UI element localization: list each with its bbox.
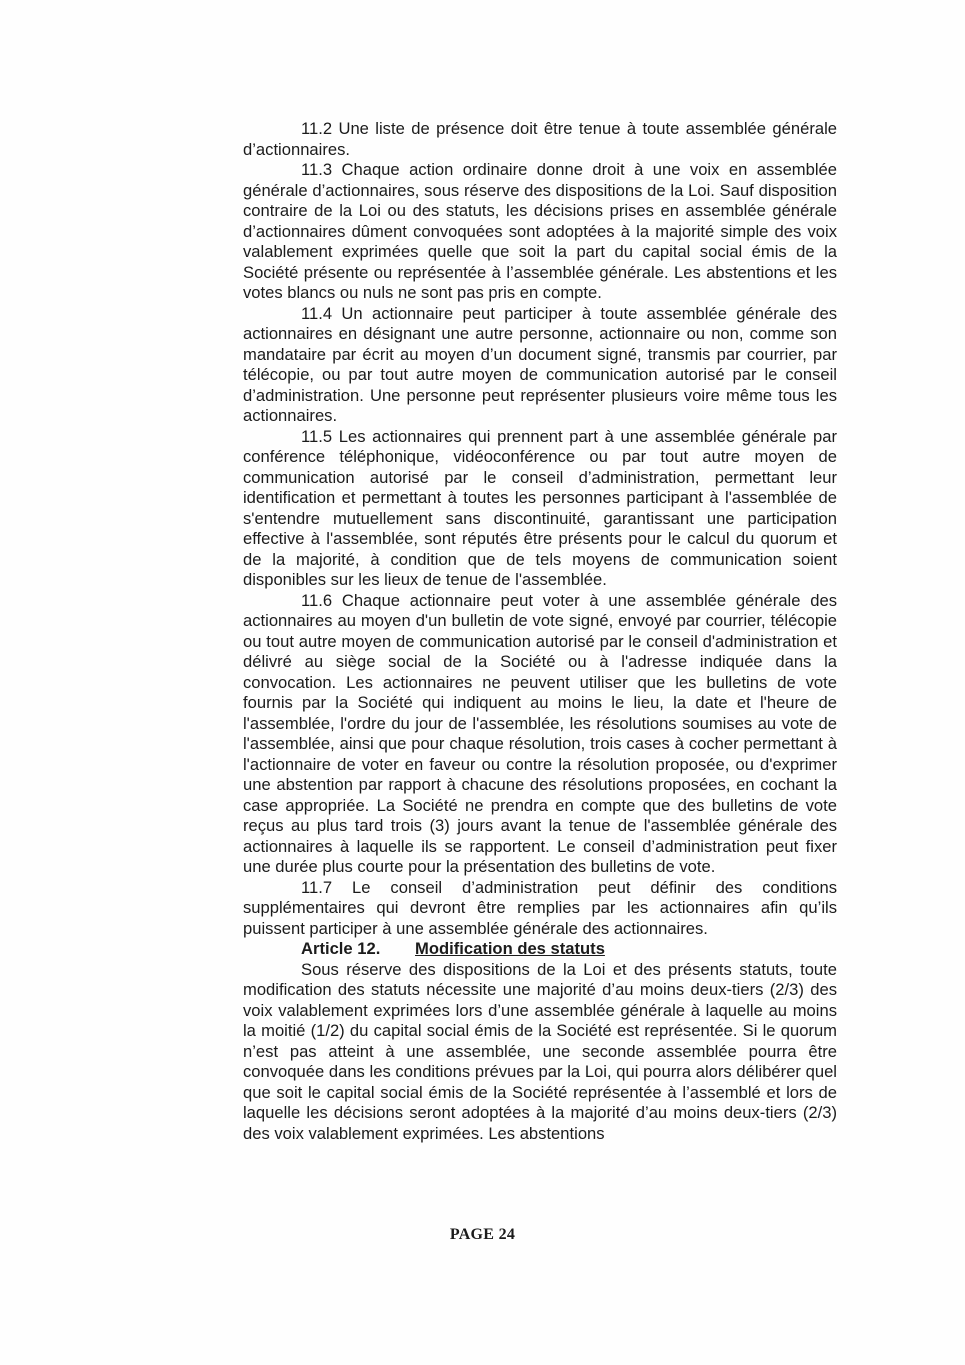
paragraph-11-4: 11.4 Un actionnaire peut participer à toute assemblée générale des actionnaires en désignant une autre personne, actionnaire ou non, comme son mandataire par écrit au moyen d’un document signé, transmis par courrier, par télécopie, ou par tout autre moyen de communication autorisé par le conseil d’administration. Une personne peut représenter plusieurs voire même tous les actionnaires. — [243, 303, 837, 425]
paragraph-11-7: 11.7 Le conseil d’administration peut définir des conditions supplémentaires qui devront être remplies par les actionnaires afin qu’ils puissent participer à une assemblée générale des actionnaires. — [243, 877, 837, 938]
paragraph-11-2: 11.2 Une liste de présence doit être tenue à toute assemblée générale d’actionnaires. — [243, 119, 837, 159]
paragraph-11-5: 11.5 Les actionnaires qui prennent part à une assemblée générale par conférence téléphonique, vidéoconférence ou par tout autre moyen de communication autorisé par le conseil d’administration, permettant leur identification et permettant à toutes les personnes participant à l'assemblée de s'entendre mutuellement sans discontinuité, garantissant une participation effective à l'assemblée, sont réputés être présents pour le calcul du quorum et de la majorité, à condition que de tels moyens de communication soient disponibles sur les lieux de tenue de l'assemblée. — [243, 426, 837, 589]
document-body — [243, 119, 837, 1144]
article-number: Article 12. — [301, 939, 381, 958]
page-number: PAGE 24 — [449, 1226, 516, 1243]
article-title: Modification des statuts — [415, 939, 605, 958]
article-12-heading — [243, 939, 837, 960]
paragraph-11-6: 11.6 Chaque actionnaire peut voter à une assemblée générale des actionnaires au moyen d'un bulletin de vote signé, envoyé par courrier, télécopie ou tout autre moyen de communication autorisé par le conseil d'administration et délivré au siège social de la Société ou à l'adresse indiquée dans la convocation. Les actionnaires ne peuvent utiliser que les bulletins de vote fournis par la Société qui indiquent au moins le lieu, la date et l'heure de l'assemblée, l'ordre du jour de l'assemblée, les résolutions soumises au vote de l'assemblée, ainsi que pour chaque résolution, trois cases à cocher permettant à l'actionnaire de voter en faveur ou contre la résolution proposée, ou d'exprimer une abstention par rapport à chacune des résolutions proposées, en cochant la case appropriée. La Société ne prendra en compte que des bulletins de vote reçus au plus tard trois (3) jours avant la tenue de l'assemblée générale des actionnaires à laquelle ils se rapportent. Le conseil d’administration peut fixer une durée plus courte pour la présentation des bulletins de vote. — [243, 590, 837, 876]
paragraph-11-3: 11.3 Chaque action ordinaire donne droit à une voix en assemblée générale d’actionnaires, sous réserve des dispositions de la Loi. Sauf disposition contraire de la Loi ou des statuts, les décisions prises en assemblée générale d’actionnaires dûment convoquées sont adoptées à la majorité simple des voix valablement exprimées quelle que soit la part du capital social émis de la Société présente ou représentée à l’assemblée générale. Les abstentions et les votes blancs ou nuls ne sont pas pris en compte. — [243, 160, 837, 302]
article-12-paragraph: Sous réserve des dispositions de la Loi et des présents statuts, toute modification des statuts nécessite une majorité d’au moins deux-tiers (2/3) des voix valablement exprimées lors d’une assemblée générale à laquelle au moins la moitié (1/2) du capital social émis de la Société est représentée. Si le quorum n’est pas atteint à une assemblée, une seconde assemblée pourra être convoquée dans les conditions prévues par la Loi, qui pourra alors délibérer quel que soit le capital social émis de la Société représentée à l’assemblé et lors de laquelle les décisions seront adoptées à la majorité d’au moins deux-tiers (2/3) des voix valablement exprimées. Les abstentions — [243, 959, 837, 1143]
